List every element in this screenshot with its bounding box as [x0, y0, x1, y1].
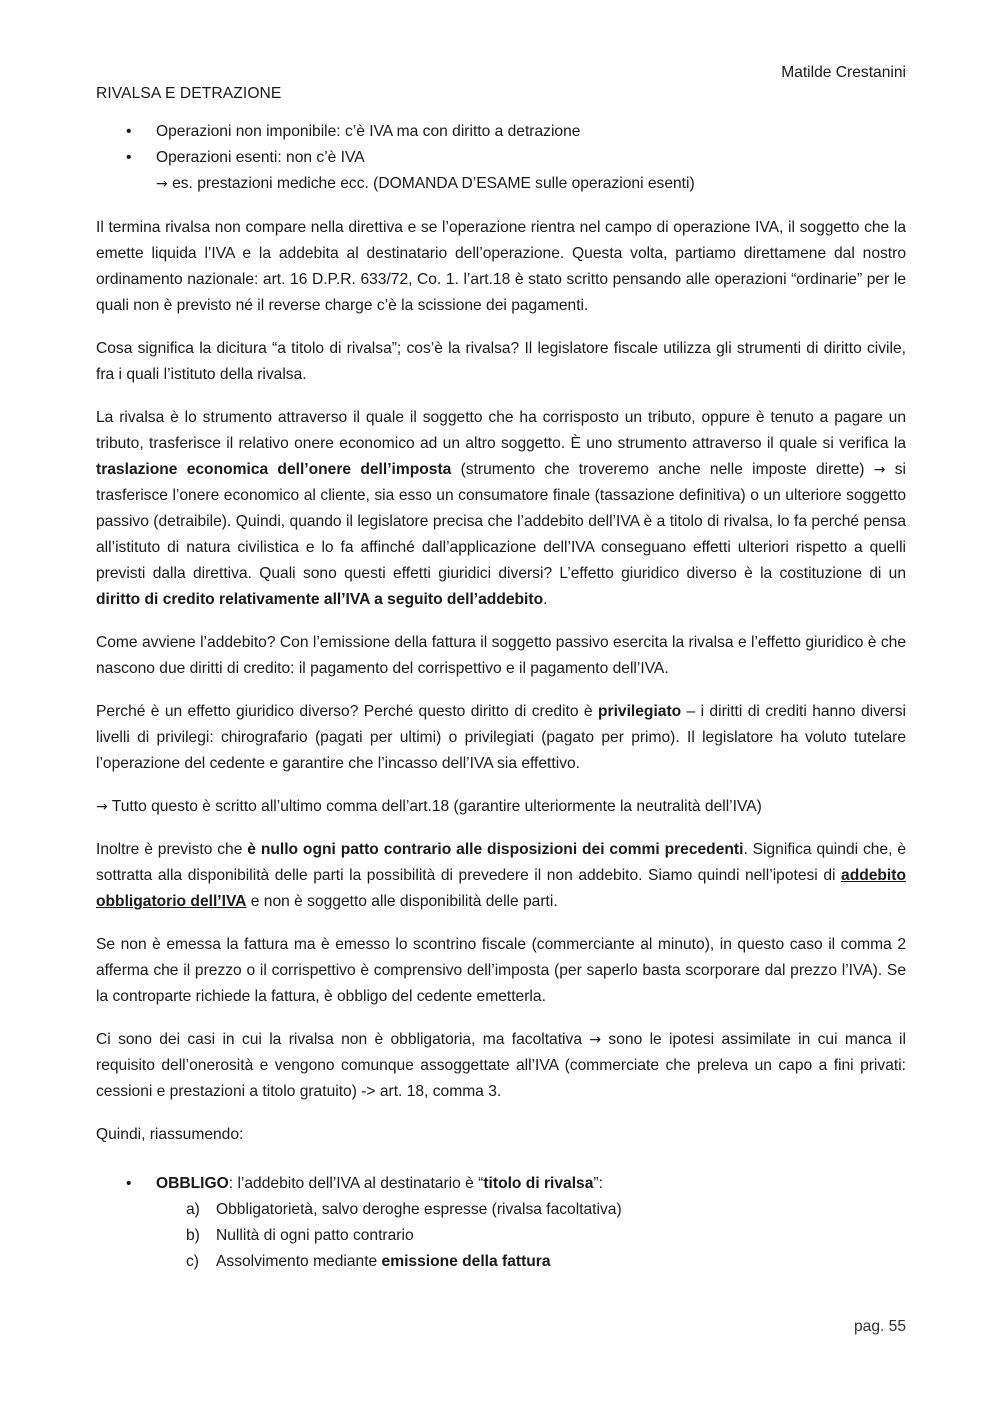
intro-bullet-item [96, 145, 906, 171]
intro-bullet-item [96, 119, 906, 145]
summary-head-end: ”: [593, 1175, 603, 1192]
sub-item-bold: emissione della fattura [381, 1253, 551, 1270]
document-page [96, 0, 906, 1415]
bullet-icon: • [126, 1175, 132, 1192]
paragraph-3 [96, 405, 906, 613]
intro-bullet-text: Operazioni non imponibile: c’è IVA ma con diritto a detrazione [156, 123, 581, 140]
summary-head-bold: OBBLIGO [156, 1175, 229, 1192]
paragraph-7-bold: è nullo ogni patto contrario alle disposizioni dei commi precedenti [247, 841, 744, 858]
paragraph-5-text-a: Perché è un effetto giuridico diverso? Perché questo diritto di credito è [96, 703, 598, 720]
paragraph-3-text-a: La rivalsa è lo strumento attraverso il quale il soggetto che ha corrisposto un tributo, oppure è tenuto a pagare un tributo, trasferisce il relativo onere economico ad un altro soggetto. È uno strumento attraverso il quale si verifica la [96, 409, 906, 452]
summary-sub-list [96, 1197, 906, 1275]
sub-item-label: a) [186, 1201, 200, 1218]
paragraph-10: Quindi, riassumendo: [96, 1126, 244, 1143]
arrow-right-icon: → [589, 1032, 602, 1048]
summary-head-bold-2: titolo di rivalsa [483, 1175, 594, 1192]
arrow-right-icon: → [156, 176, 168, 192]
summary-sub-item [96, 1249, 906, 1275]
intro-note [96, 171, 906, 197]
summary-bullet-item [96, 1171, 906, 1197]
paragraph-5-text-c: – i diritti di crediti hanno diversi livelli di privilegi: chirografario (pagati per ultimi) o privilegiati (pagato per primo). Il legislatore ha voluto tutelare l’operazione del cedente e garantire che l’incasso dell’IVA sia effettivo. [96, 703, 907, 772]
paragraph-6-text: Tutto questo è scritto all’ultimo comma dell’art.18 (garantire ulteriormente la neutralità dell’IVA) [107, 798, 762, 815]
page-number: pag. 55 [853, 1318, 906, 1335]
paragraph-9 [96, 1027, 906, 1105]
paragraph-3-text-c: (strumento che troveremo anche nelle imposte dirette) [451, 461, 874, 478]
sub-item-text: Obbligatorietà, salvo deroghe espresse (rivalsa facoltativa) [216, 1201, 622, 1218]
summary-sub-item [96, 1223, 906, 1249]
paragraph-6 [96, 794, 906, 820]
paragraph-7-text-e: e non è soggetto alle disponibilità delle parti. [246, 893, 558, 910]
paragraph-7-bold-underline: addebito obbligatorio dell’IVA [96, 867, 906, 910]
paragraph-9-text-b: sono le ipotesi assimilate in cui manca il requisito dell’onerosità e vengono comunque assoggettate all’IVA (commerciate che preleva un capo a fini privati: cessioni e prestazioni a titolo gratuito) -> art. 18, comma 3. [96, 1031, 906, 1100]
bullet-icon: • [126, 123, 132, 140]
sub-item-label: c) [186, 1253, 199, 1270]
intro-bullet-list [96, 119, 906, 171]
paragraph-3-bold-e: diritto di credito relativamente all’IVA a seguito dell’addebito [96, 591, 544, 608]
summary-head-text: : l’addebito dell’IVA al destinatario è “ [228, 1175, 484, 1192]
intro-note-text: es. prestazioni mediche ecc. (DOMANDA D’ESAME sulle operazioni esenti) [172, 175, 695, 192]
arrow-right-icon: → [96, 799, 108, 815]
paragraph-3-text-f: . [543, 591, 548, 608]
paragraph-2: Cosa significa la dicitura “a titolo di rivalsa”; cos’è la rivalsa? Il legislatore fiscale utilizza gli strumenti di diritto civile, fra i quali l’istituto della rivalsa. [96, 340, 906, 383]
paragraph-1: Il termina rivalsa non compare nella direttiva e se l’operazione rientra nel campo di operazione IVA, il soggetto che la emette liquida l’IVA e la addebita al destinatario dell’operazione. Questa volta, partiamo direttamene dal nostro ordinamento nazionale: art. 16 D.P.R. 633/72, Co. 1. l’art.18 è stato scritto pensando alle operazioni “ordinarie” per le quali non è previsto né il reverse charge c’è la scissione dei pagamenti. [96, 219, 906, 314]
paragraph-9-text-a: Ci sono dei casi in cui la rivalsa non è obbligatoria, ma facoltativa [96, 1031, 590, 1048]
document-body [96, 119, 906, 1275]
summary-sub-item [96, 1197, 906, 1223]
bullet-icon: • [126, 149, 132, 166]
sub-item-label: b) [186, 1227, 200, 1244]
paragraph-5 [96, 699, 906, 777]
summary-bullet-list [96, 1171, 906, 1197]
sub-item-text: Assolvimento mediante [216, 1253, 382, 1270]
paragraph-8: Se non è emessa la fattura ma è emesso lo scontrino fiscale (commerciante al minuto), in questo caso il comma 2 afferma che il prezzo o il corrispettivo è comprensivo dell’imposta (per saperlo basta scorporare dal prezzo l’IVA). Se la controparte richiede la fattura, è obbligo del cedente emetterla. [96, 936, 906, 1005]
arrow-right-icon: → [873, 462, 886, 478]
paragraph-7-text-c: . Significa quindi che, è sottratta alla disponibilità delle parti la possibilità di prevedere il non addebito. Siamo quindi nell’ipotesi di [96, 841, 906, 884]
sub-item-text: Nullità di ogni patto contrario [216, 1227, 414, 1244]
intro-bullet-text: Operazioni esenti: non c’è IVA [156, 149, 365, 166]
paragraph-3-text-d: si trasferisce l’onere economico al cliente, sia esso un consumatore finale (tassazione definitiva) o un ulteriore soggetto passivo (detraibile). Quindi, quando il legislatore precisa che l’addebito dell’IVA è a titolo di rivalsa, lo fa perché pensa all’istituto di natura civilistica e lo fa affinché dall’applicazione dell’IVA conseguano effetti ulteriori rispetto a quelli previsti dalla direttiva. Quali sono questi effetti giuridici diversi? L’effetto giuridico diverso è la costituzione di un [96, 461, 907, 582]
paragraph-4: Come avviene l’addebito? Con l’emissione della fattura il soggetto passivo esercita la rivalsa e l’effetto giuridico è che nascono due diritti di credito: il pagamento del corrispettivo e il pagamento dell’IVA. [96, 634, 906, 677]
paragraph-3-bold-a: traslazione economica dell’onere dell’imposta [96, 461, 452, 478]
section-title: RIVALSA E DETRAZIONE [96, 85, 282, 102]
paragraph-5-bold: privilegiato [597, 703, 682, 720]
header-author: Matilde Crestanini [781, 64, 906, 81]
paragraph-7-text-a: Inoltre è previsto che [96, 841, 248, 858]
paragraph-7 [96, 837, 906, 915]
